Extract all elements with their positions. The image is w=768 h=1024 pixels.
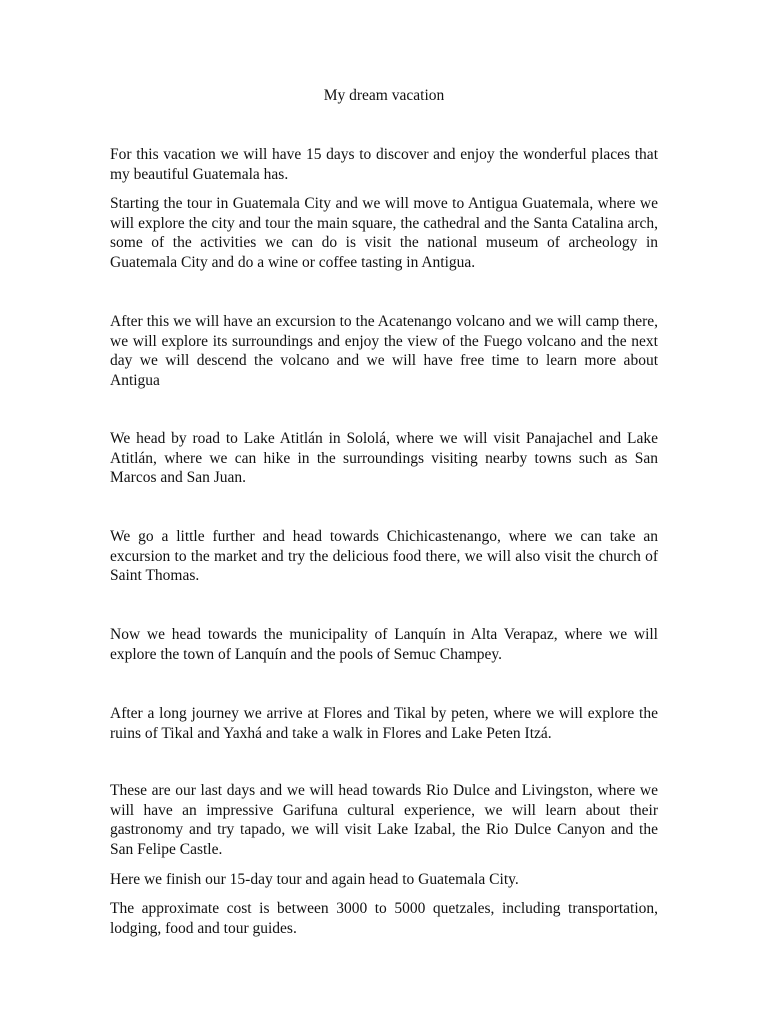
paragraph-lanquin: Now we head towards the municipality of Lanquín in Alta Verapaz, where we will explore the town of Lanquín and the pools of Semuc Champey. (110, 626, 658, 663)
paragraph-acatenango: After this we will have an excursion to the Acatenango volcano and we will camp there, we will explore its surroundings and enjoy the view of the Fuego volcano and the next day we will descend the volcano and we will have free time to learn more about Antigua (110, 313, 658, 389)
paragraph-antigua: Starting the tour in Guatemala City and we will move to Antigua Guatemala, where we will explore the city and tour the main square, the cathedral and the Santa Catalina arch, some of the activities we can do is visit the national museum of archeology in Guatemala City and do a wine or coffee tasting in Antigua. (110, 195, 658, 271)
paragraph-atitlan: We head by road to Lake Atitlán in Sololá, where we will visit Panajachel and Lake Atitlán, where we can hike in the surroundings visiting nearby towns such as San Marcos and San Juan. (110, 430, 658, 487)
paragraph-tikal: After a long journey we arrive at Flores and Tikal by peten, where we will explore the ruins of Tikal and Yaxhá and take a walk in Flores and Lake Peten Itzá. (110, 705, 658, 742)
paragraph-rio-dulce: These are our last days and we will head towards Rio Dulce and Livingston, where we will have an impressive Garifuna cultural experience, we will learn about their gastronomy and try tapado, we will visit Lake Izabal, the Rio Dulce Canyon and the San Felipe Castle. (110, 782, 658, 858)
paragraph-intro: For this vacation we will have 15 days to discover and enjoy the wonderful places that my beautiful Guatemala has. (110, 146, 658, 183)
paragraph-chichicastenango: We go a little further and head towards Chichicastenango, where we can take an excursion to the market and try the delicious food there, we will also visit the church of Saint Thomas. (110, 528, 658, 585)
document-title: My dream vacation (323, 87, 445, 104)
paragraph-finish: Here we finish our 15-day tour and again head to Guatemala City. (110, 871, 519, 888)
paragraph-cost: The approximate cost is between 3000 to 5000 quetzales, including transportation, lodging, food and tour guides. (110, 900, 658, 937)
